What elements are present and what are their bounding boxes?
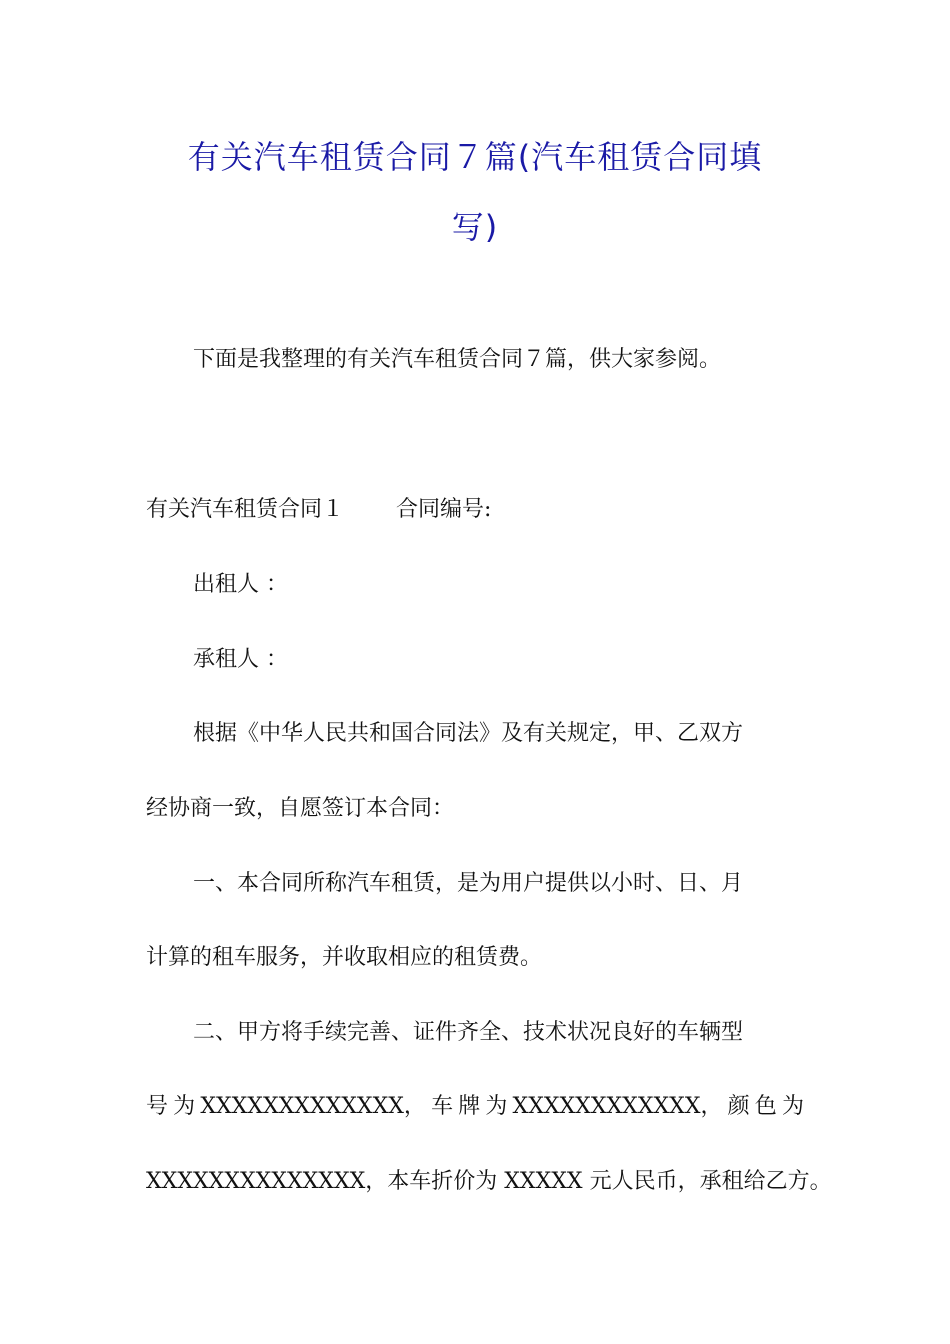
document-title-line-1: 有关汽车租赁合同７篇(汽车租赁合同填	[187, 138, 763, 176]
clause-2-word: 为	[173, 1094, 196, 1119]
contract-heading-row	[146, 495, 491, 525]
paragraph-1-line-2: 经协商一致，自愿签订本合同：	[146, 796, 455, 821]
document-title-line-2: 写)	[451, 208, 499, 246]
clause-2-placeholder: XXXXXXXXXXXX，	[512, 1094, 723, 1119]
contract-number-label: 合同编号:	[396, 497, 492, 522]
clause-2-word: 牌	[458, 1094, 481, 1119]
paragraph-1-line-1: 根据《中华人民共和国合同法》及有关规定，甲、乙双方	[193, 721, 744, 746]
clause-1-line-2: 计算的租车服务，并收取相应的租赁费。	[146, 945, 543, 970]
clause-2-line-2	[146, 1092, 804, 1122]
clause-2-line-1: 二、甲方将手续完善、证件齐全、技术状况良好的车辆型	[193, 1020, 744, 1045]
clause-1-line-1: 一、本合同所称汽车租赁，是为用户提供以小时、日、月	[193, 871, 744, 896]
clause-2-word: 为	[485, 1094, 508, 1119]
lessee-label: 承租人 ：	[193, 647, 288, 672]
intro-paragraph: 下面是我整理的有关汽车租赁合同７篇，供大家参阅。	[193, 347, 722, 372]
clause-2-word: 色	[754, 1094, 777, 1119]
clause-2-word: 为	[781, 1094, 804, 1119]
clause-2-word: 号	[146, 1094, 169, 1119]
lessor-label: 出租人 ：	[193, 572, 288, 597]
clause-2-line-3: XXXXXXXXXXXXXX，本车折价为 XXXXX 元人民币，承租给乙方。	[146, 1169, 832, 1194]
contract-heading: 有关汽车租赁合同１	[146, 497, 345, 522]
clause-2-placeholder: XXXXXXXXXXXXX，	[200, 1094, 426, 1119]
clause-2-word: 颜	[727, 1094, 750, 1119]
clause-2-word: 车	[431, 1094, 454, 1119]
